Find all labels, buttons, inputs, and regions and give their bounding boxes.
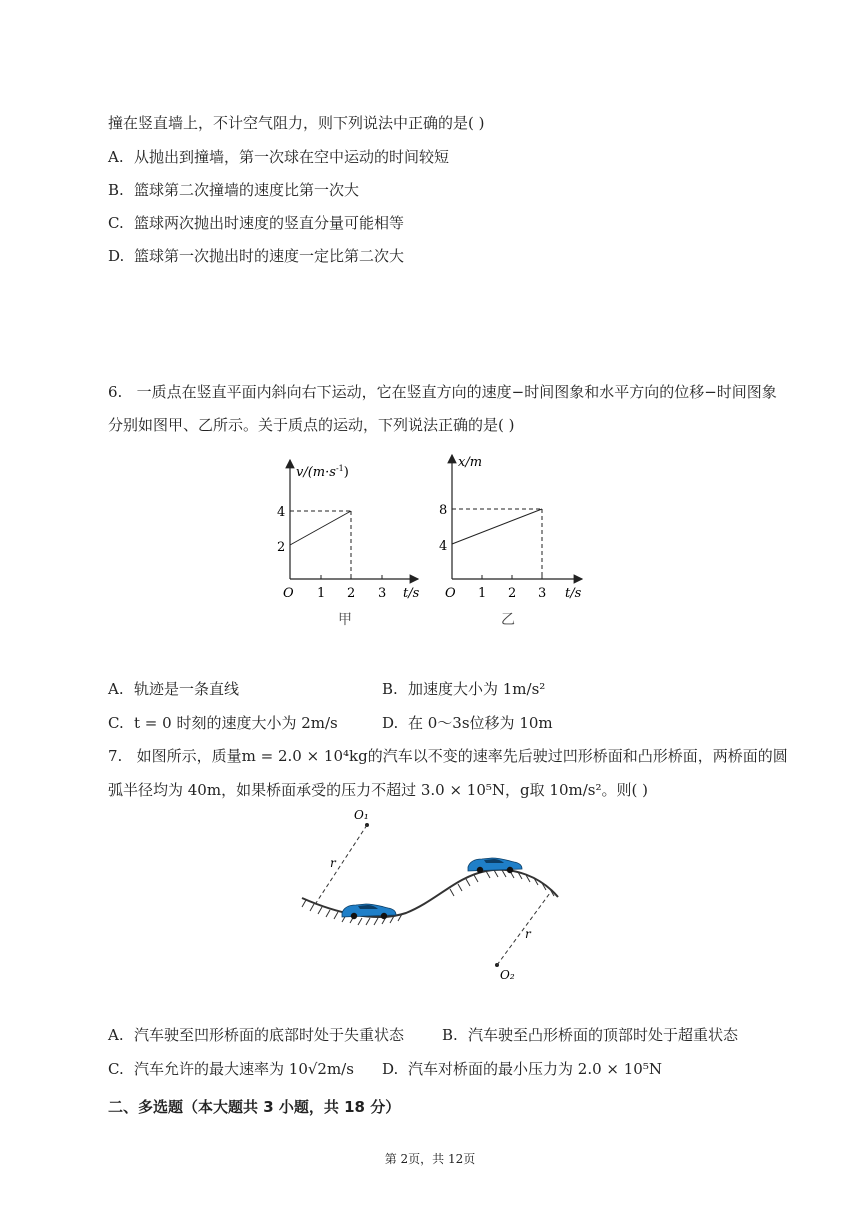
option-key: B. <box>108 181 124 199</box>
label-r2: r <box>525 927 531 941</box>
q6-option-a <box>108 679 239 699</box>
x-tick-label: 3 <box>378 586 387 601</box>
q6-option-b <box>382 679 545 699</box>
option-text: 篮球第二次撞墙的速度比第一次大 <box>134 181 360 199</box>
y-tick-label: 2 <box>277 540 286 555</box>
q5-option-d <box>108 246 404 266</box>
x-tick-label: 1 <box>317 586 326 601</box>
origin-label: O <box>445 586 456 601</box>
option-text: 汽车对桥面的最小压力为 2.0 × 10⁵N <box>408 1060 662 1078</box>
q7-stem-line1 <box>108 746 788 766</box>
ylabel-main: v/(m·s <box>296 465 336 480</box>
graph-yi <box>432 450 592 635</box>
ylabel-close: ) <box>343 465 349 480</box>
x-axis-label: t/s <box>403 586 420 601</box>
y-tick-label: 8 <box>439 503 448 518</box>
q7-option-c <box>108 1059 354 1079</box>
radius-line-1 <box>316 825 367 903</box>
x-tick-label: 2 <box>508 586 517 601</box>
option-text: 篮球两次抛出时速度的竖直分量可能相等 <box>134 214 405 232</box>
option-text: 加速度大小为 1m/s² <box>408 680 546 698</box>
y-tick-label: 4 <box>439 539 448 554</box>
option-text: 汽车驶至凸形桥面的顶部时处于超重状态 <box>468 1026 739 1044</box>
option-text: 篮球第一次抛出时的速度一定比第二次大 <box>134 247 405 265</box>
q7-stem-text1: 如图所示，质量m = 2.0 × 10⁴kg的汽车以不变的速率先后驶过凹形桥面和凸形桥面，两桥面的圆 <box>136 747 788 765</box>
option-text: 在 0～3s位移为 10m <box>408 714 553 732</box>
x-tick-label: 3 <box>538 586 547 601</box>
option-key: B. <box>442 1026 458 1044</box>
option-text: 轨迹是一条直线 <box>134 680 240 698</box>
q7-stem-line2: 弧半径均为 40m，如果桥面承受的压力不超过 3.0 × 10⁵N，g取 10m/s²。则( ) <box>108 781 648 799</box>
label-o1: O₁ <box>354 808 369 822</box>
graph-caption: 乙 <box>501 612 515 628</box>
question-number: 6. <box>108 383 123 401</box>
option-text: t = 0 时刻的速度大小为 2m/s <box>134 714 338 732</box>
q6-option-d <box>382 713 553 733</box>
q5-option-b <box>108 180 359 200</box>
option-key: A. <box>108 148 124 166</box>
option-key: C. <box>108 214 124 232</box>
bridge-hatching <box>302 870 554 925</box>
bridge-figure <box>296 805 566 985</box>
x-tick-label: 2 <box>347 586 356 601</box>
y-axis-label: x/m <box>458 455 483 470</box>
graph-jia <box>270 450 430 635</box>
question-number: 7. <box>108 747 123 765</box>
page-footer: 第 2页，共 12页 <box>384 1152 476 1166</box>
q5-option-c <box>108 213 404 233</box>
y-tick-label: 4 <box>277 505 286 520</box>
q5-option-a <box>108 147 449 167</box>
q7-option-a <box>108 1025 404 1045</box>
data-line <box>452 509 542 544</box>
data-line <box>290 511 351 545</box>
option-key: A. <box>108 1026 124 1044</box>
q6-stem-line1 <box>108 382 777 402</box>
label-o2: O₂ <box>500 968 515 982</box>
ylabel-sup: -1 <box>335 464 344 473</box>
q5-stem-tail: 撞在竖直墙上，不计空气阻力，则下列说法中正确的是( ) <box>108 114 485 132</box>
q6-stem-line2: 分别如图甲、乙所示。关于质点的运动，下列说法正确的是( ) <box>108 416 515 434</box>
option-key: D. <box>382 1060 399 1078</box>
label-r1: r <box>330 856 336 870</box>
option-key: D. <box>382 714 399 732</box>
bridge-surface <box>302 870 558 917</box>
radius-line-2 <box>497 893 550 965</box>
option-key: C. <box>108 1060 124 1078</box>
q7-option-b <box>442 1025 738 1045</box>
q7-option-d <box>382 1059 662 1079</box>
q6-stem-text1: 一质点在竖直平面内斜向右下运动，它在竖直方向的速度−时间图象和水平方向的位移−时间图象 <box>136 383 777 401</box>
section-heading: 二、多选题（本大题共 3 小题，共 18 分） <box>108 1098 401 1116</box>
q6-option-c <box>108 713 338 733</box>
x-tick-label: 1 <box>478 586 487 601</box>
option-text: 汽车驶至凹形桥面的底部时处于失重状态 <box>134 1026 405 1044</box>
option-key: C. <box>108 714 124 732</box>
origin-label: O <box>283 586 294 601</box>
x-axis-label: t/s <box>565 586 582 601</box>
option-key: D. <box>108 247 125 265</box>
option-text: 从抛出到撞墙，第一次球在空中运动的时间较短 <box>134 148 450 166</box>
option-text: 汽车允许的最大速率为 10√2m/s <box>134 1060 354 1078</box>
graph-caption: 甲 <box>338 612 352 628</box>
option-key: A. <box>108 680 124 698</box>
option-key: B. <box>382 680 398 698</box>
y-axis-label <box>296 464 349 480</box>
